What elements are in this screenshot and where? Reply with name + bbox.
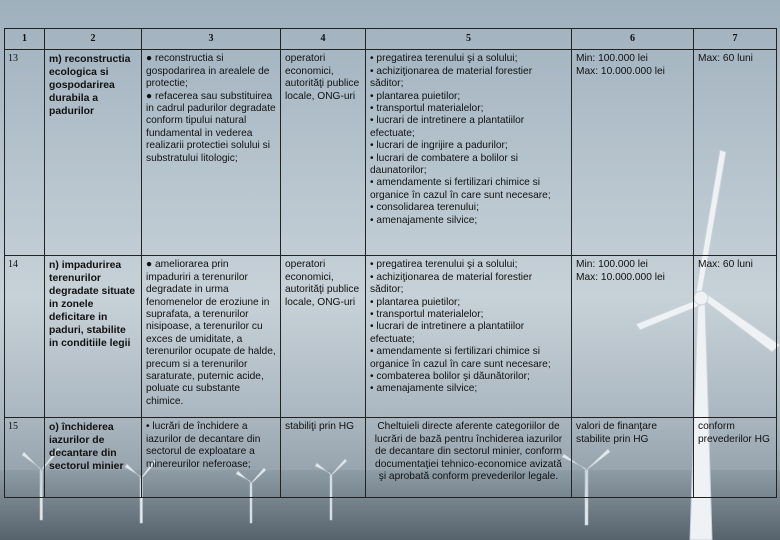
cost-item: • plantarea puietilor; (370, 296, 461, 308)
cost-item: • amenajamente silvice; (370, 214, 478, 226)
cost-item: Cheltuieli directe aferente categoriilor de lucrări de bază pentru închiderea iazurilor de decantare din sectorul minier, conform documentaţiei tehnico-economice avizată şi aprobată conform prevederilor legale. (374, 421, 563, 483)
measure-title: m) reconstructia ecologica si gospodarirea durabila a padurilor (45, 50, 142, 256)
amount-max: Max: 10.000.000 lei (576, 65, 665, 77)
row-number: 14 (5, 256, 45, 418)
measure-title: n) impadurirea terenurilor degradate situate in zonele deficitare in paduri, stabilite in conditiile legii (45, 256, 142, 418)
duration: conform prevederilor HG (694, 418, 777, 498)
cost-item: • lucrari de ingrijire a padurilor; (370, 140, 508, 152)
funding-measures-table (4, 28, 777, 498)
cost-item: • consolidarea terenului; (370, 202, 479, 214)
column-header-3: 3 (142, 29, 281, 50)
column-header-7: 7 (694, 29, 777, 50)
column-header-5: 5 (366, 29, 572, 50)
funding-amount (572, 418, 694, 498)
cost-item: • pregatirea terenului şi a solului; (370, 53, 518, 65)
beneficiaries: operatori economici, autorităţi publice locale, ONG-uri (281, 50, 366, 256)
description-item: ● reconstructia si gospodarirea in arealele de protectie; (146, 53, 270, 90)
row-number: 13 (5, 50, 45, 256)
cost-item: • amendamente si fertilizari chimice si organice în cazul în care sunt necesare; (370, 346, 551, 370)
row-number: 15 (5, 418, 45, 498)
funding-amount (572, 256, 694, 418)
table-row (5, 50, 777, 256)
funding-amount (572, 50, 694, 256)
amount-min: Min: 100.000 lei (576, 53, 648, 65)
duration: Max: 60 luni (694, 50, 777, 256)
cost-item: • transportul materialelor; (370, 103, 484, 115)
cost-item: • amendamente si fertilizari chimice si organice în cazul în care sunt necesare; (370, 177, 551, 201)
cost-item: • achiziţionarea de material forestier săditor; (370, 65, 533, 90)
eligible-costs (366, 50, 572, 256)
cost-item: • lucrari de intretinere a plantatiilor efectuate; (370, 115, 525, 139)
measure-description (142, 256, 281, 418)
cost-item: • combaterea bolilor şi dăunătorilor; (370, 371, 530, 383)
table-row (5, 418, 777, 498)
measure-title: o) închiderea iazurilor de decantare din sectorul minier (45, 418, 142, 498)
description-item: ● refacerea sau substituirea in cadrul padurilor degradate conform tipului natural fundamental in vederea realizarii protectiei solului si substratului litologic; (146, 90, 276, 164)
column-header-6: 6 (572, 29, 694, 50)
duration: Max: 60 luni (694, 256, 777, 418)
cost-item: • lucrari de combatere a bolilor si daunatorilor; (370, 152, 518, 177)
table-header-row (5, 29, 777, 50)
beneficiaries: stabiliţi prin HG (281, 418, 366, 498)
description-item: ● ameliorarea prin impaduriri a terenurilor degradate in urma fenomenelor de eroziune in suprafata, a terenurilor nisipoase, a terenurilor cu exces de umiditate, a terenurilor ocupate de halde, precum si a terenurilor saraturate, puternic acide, poluate cu substante chimice. (146, 259, 276, 407)
column-header-2: 2 (45, 29, 142, 50)
cost-item: • transportul materialelor; (370, 309, 484, 321)
cost-item: • plantarea puietilor; (370, 90, 461, 102)
amount-min: Min: 100.000 lei (576, 259, 648, 271)
description-item: • lucrări de închidere a iazurilor de decantare din sectorul de exploatare a minereurilor neferoase; (146, 421, 261, 470)
column-header-4: 4 (281, 29, 366, 50)
eligible-costs (366, 256, 572, 418)
table-row (5, 256, 777, 418)
column-header-1: 1 (5, 29, 45, 50)
amount-max: Max: 10.000.000 lei (576, 271, 665, 283)
cost-item: • achiziţionarea de material forestier săditor; (370, 271, 533, 296)
beneficiaries: operatori economici, autorităţi publice locale, ONG-uri (281, 256, 366, 418)
measure-description (142, 50, 281, 256)
cost-item: • lucrari de intretinere a plantatiilor efectuate; (370, 321, 525, 345)
measure-description (142, 418, 281, 498)
eligible-costs (366, 418, 572, 498)
cost-item: • pregatirea terenului şi a solului; (370, 259, 518, 271)
amount-note: valori de finanţare stabilite prin HG (576, 421, 657, 445)
cost-item: • amenajamente silvice; (370, 383, 478, 395)
